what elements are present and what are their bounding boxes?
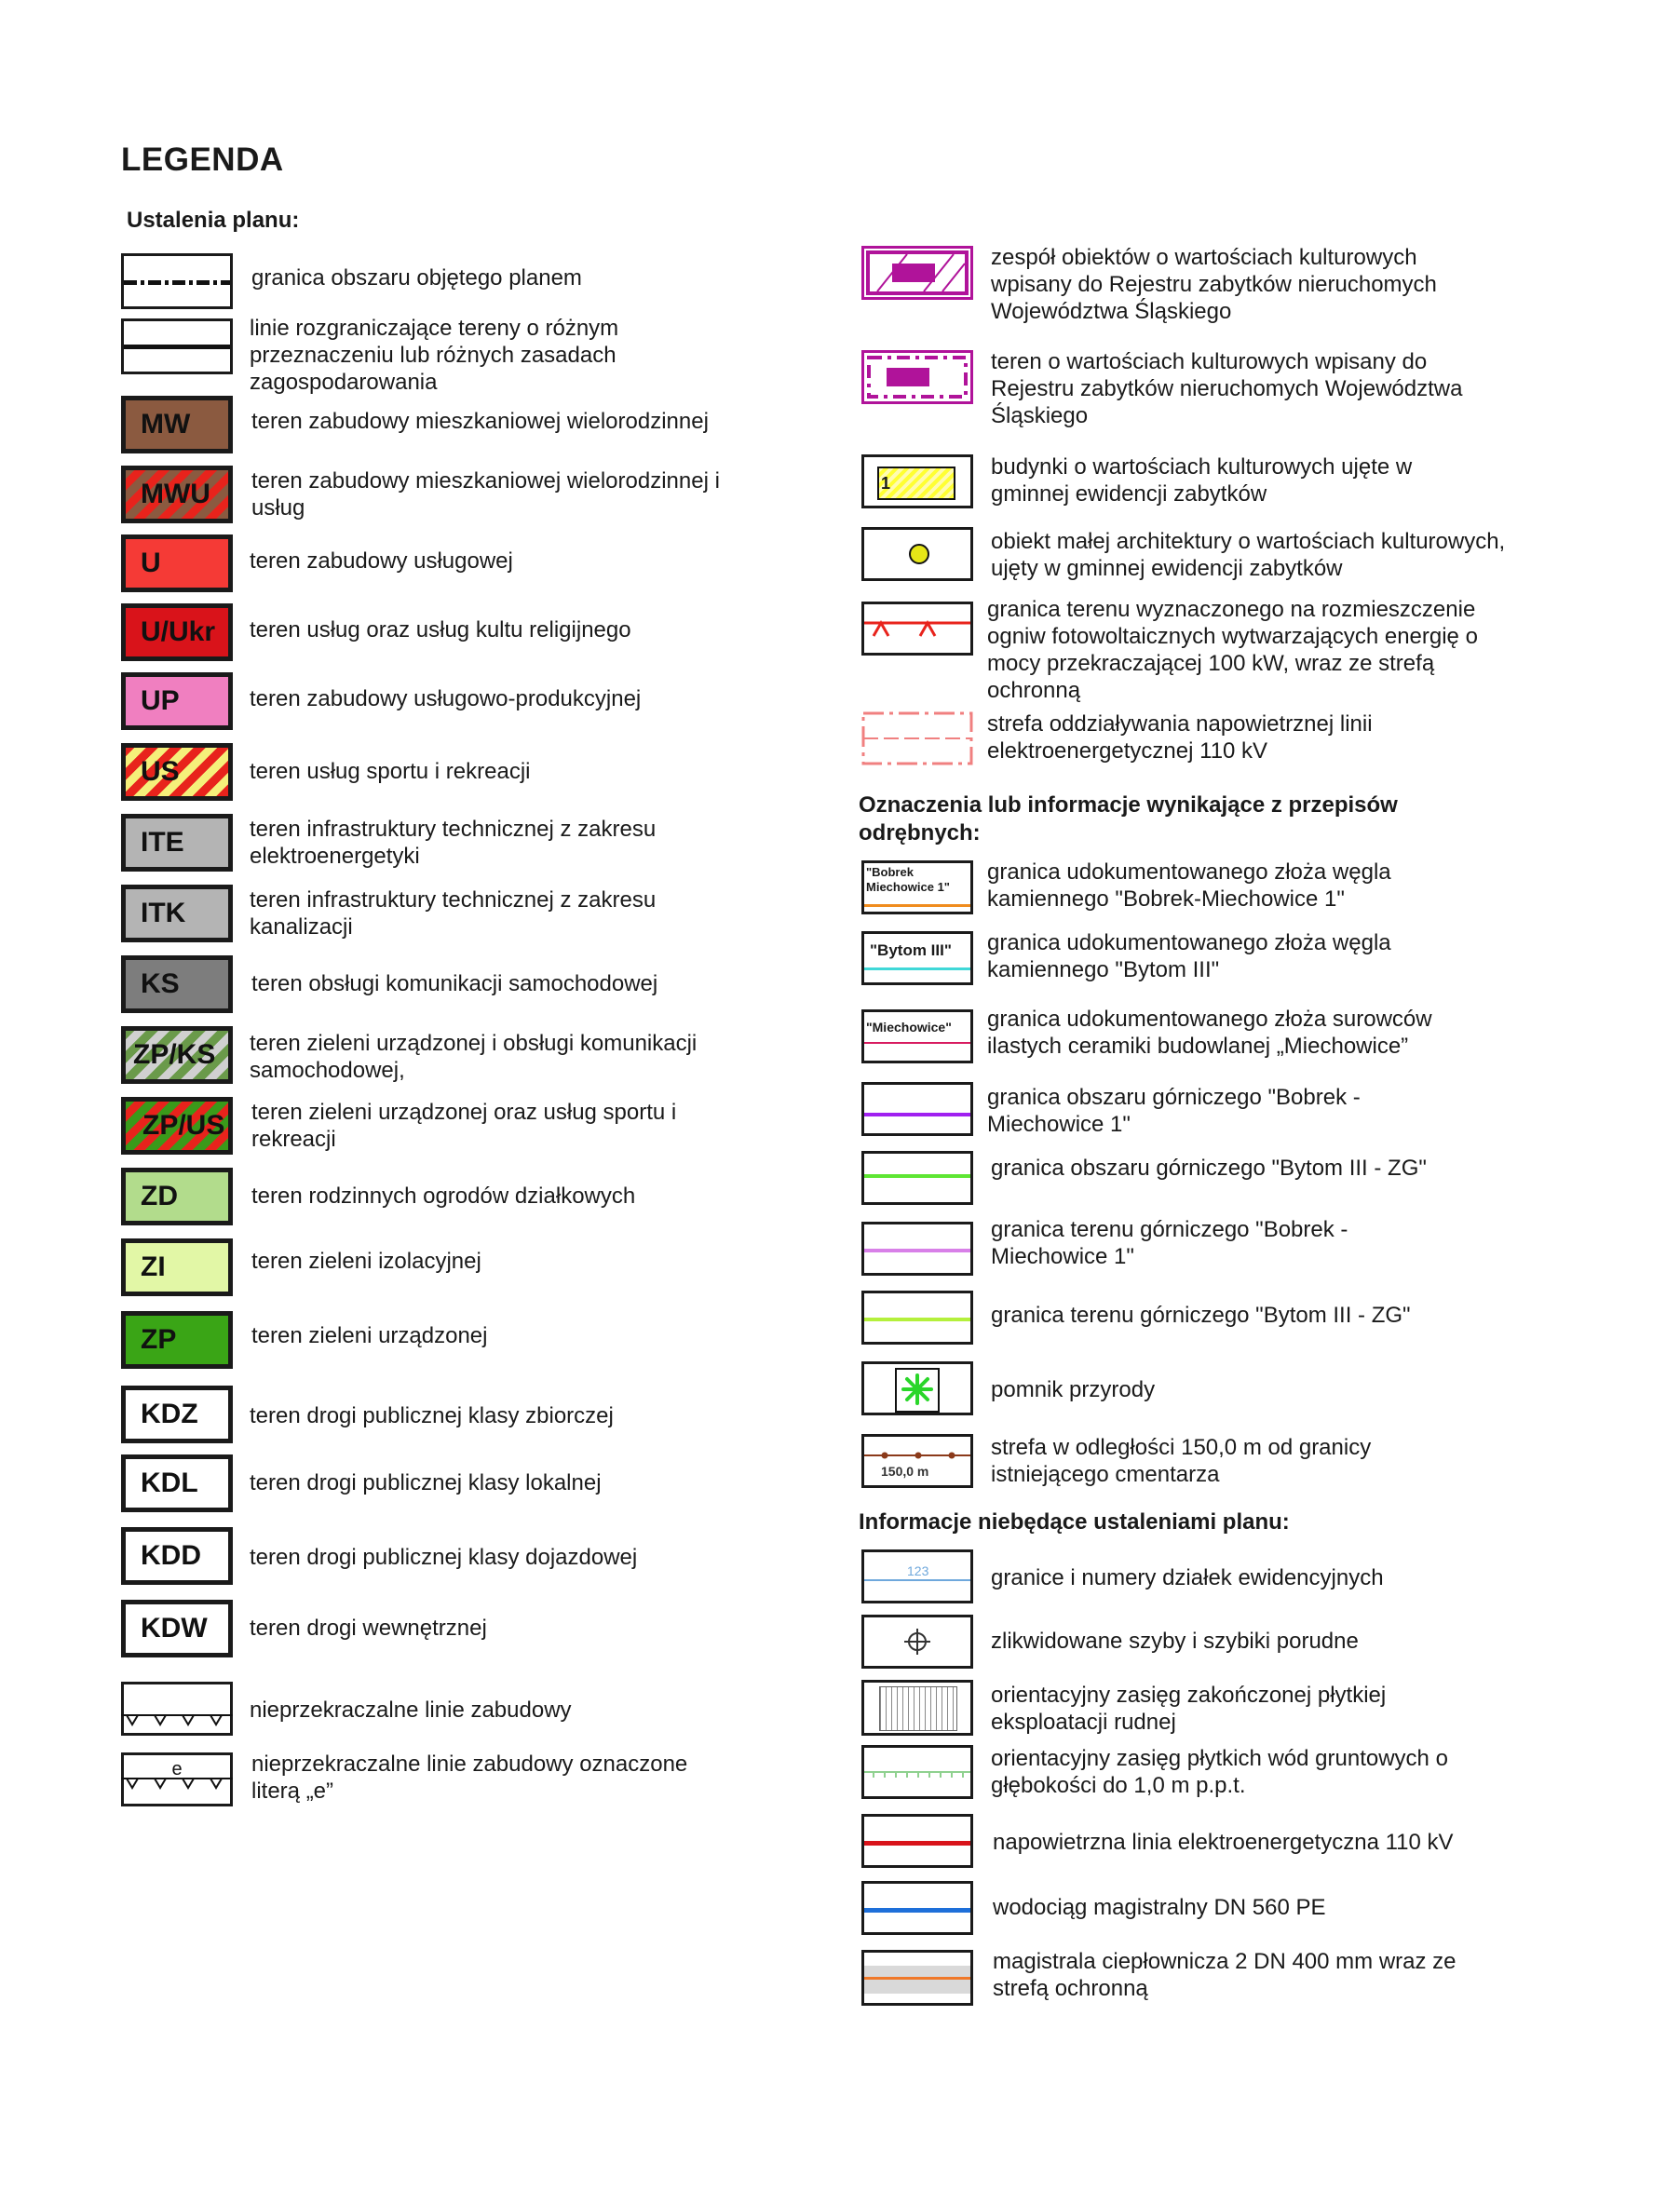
legend-right-7-desc: granica udokumentowanego złoża węgla kamiennego "Bytom III": [987, 930, 1391, 982]
legend-right-12-desc: granica terenu górniczego "Bytom III - ZG": [991, 1303, 1411, 1328]
clay-deposit-miechowice-symbol: [861, 1009, 973, 1063]
zone-zd-symbol: [121, 1168, 233, 1225]
mining-ground-bytom-symbol: [861, 1291, 973, 1345]
legend-left-3-desc: teren zabudowy mieszkaniowej wielorodzinnej i usług: [251, 468, 720, 521]
legend-right-3-desc: obiekt małej architektury o wartościach kulturowych, ujęty w gminnej ewidencji zabytków: [991, 529, 1506, 581]
zone-zi-symbol: [121, 1238, 233, 1296]
letter-e-label: e: [171, 1759, 183, 1779]
legend-left-21-desc: nieprzekraczalne linie zabudowy oznaczone literą „e”: [251, 1752, 688, 1804]
mining-area-bobrek-symbol: [861, 1082, 973, 1136]
legend-right-18-desc: orientacyjny zasięg płytkich wód gruntowych o głębokości do 1,0 m p.p.t.: [991, 1746, 1448, 1798]
legend-left-7-desc: teren usług sportu i rekreacji: [250, 759, 531, 784]
legend-left-19-desc: teren drogi wewnętrznej: [250, 1616, 487, 1641]
heritage-area-icon: [864, 353, 970, 401]
cemetery-zone-icon: [864, 1437, 970, 1485]
legend-left-10-desc: teren obsługi komunikacji samochodowej: [251, 971, 658, 996]
zone-code: MWU: [141, 479, 210, 509]
legend-right-21-desc: magistrala ciepłownicza 2 DN 400 mm wraz ze strefą ochronną: [993, 1949, 1456, 2001]
legend-right-0-desc: zespół obiektów o wartościach kulturowych wpisany do Rejestru zabytków nieruchomych Województwa Śląskiego: [991, 245, 1437, 324]
zone-up-symbol: [121, 672, 233, 730]
zone-zp-ks-symbol: [121, 1026, 233, 1084]
zone-code: ZD: [141, 1181, 178, 1211]
legend-left-6-desc: teren zabudowy usługowo-produkcyjnej: [250, 686, 642, 711]
zone-ks-symbol: [121, 955, 233, 1013]
groundwater-area-icon: [864, 1748, 970, 1796]
legend-right-2-desc: budynki o wartościach kulturowych ujęte w gminnej ewidencji zabytków: [991, 454, 1413, 507]
legend-right-1-desc: teren o wartościach kulturowych wpisany do Rejestru zabytków nieruchomych Województwa Śląskiego: [991, 349, 1463, 428]
heritage-complex-symbol: [861, 246, 973, 300]
dividing-line-symbol: [121, 318, 233, 374]
zone-code: UP: [141, 685, 180, 716]
plan-boundary-symbol: [121, 253, 233, 309]
cemetery-zone-symbol: [861, 1434, 973, 1488]
section-heading-oznaczenia: Oznaczenia lub informacje wynikające z przepisów odrębnych:: [859, 792, 1398, 845]
power-line-zone-icon: [861, 711, 973, 765]
legend-right-17-desc: orientacyjny zasięg zakończonej płytkiej eksploatacji rudnej: [991, 1683, 1387, 1735]
legend-left-15-desc: teren zieleni urządzonej: [251, 1323, 488, 1348]
deposit-label: "Bytom III": [870, 941, 952, 959]
water-main-symbol: [861, 1881, 973, 1935]
zone-code: ITE: [141, 827, 184, 858]
groundwater-area-symbol: [861, 1745, 973, 1799]
legend-left-0-desc: granica obszaru objętego planem: [251, 265, 582, 291]
legend-right-8-desc: granica udokumentowanego złoża surowców ilastych ceramiki budowlanej „Miechowice”: [987, 1007, 1432, 1059]
legend-right-4-desc: granica terenu wyznaczonego na rozmieszczenie ogniw fotowoltaicznych wytwarzających energię o mocy przekraczającej 100 kW, wraz ze strefą ochronną: [987, 597, 1478, 703]
parcel-number: 123: [907, 1563, 929, 1578]
mining-area-bytom-symbol: [861, 1151, 973, 1205]
ore-mining-area-symbol: [861, 1680, 973, 1736]
distance-label: 150,0 m: [881, 1464, 929, 1479]
zone-u-symbol: [121, 534, 233, 592]
deposit-label: "Miechowice": [866, 1020, 952, 1035]
parcel-boundary-symbol: [861, 1549, 973, 1603]
zone-code: KDL: [141, 1468, 198, 1498]
zone-itk-symbol: [121, 885, 233, 942]
road-kdd-symbol: [121, 1527, 233, 1585]
zone-code: MW: [141, 409, 191, 440]
coal-deposit-bobrek-symbol: [861, 860, 973, 914]
legend-left-12-desc: teren zieleni urządzonej oraz usług sportu i rekreacji: [251, 1100, 677, 1152]
deposit-label: "Bobrek Miechowice 1": [866, 865, 950, 894]
building-line-e-icon: [121, 1752, 233, 1806]
legend-left-4-desc: teren zabudowy usługowej: [250, 548, 513, 574]
legend-right-5-desc: strefa oddziaływania napowietrznej linii elektroenergetycznej 110 kV: [987, 711, 1373, 764]
legend-right-6-desc: granica udokumentowanego złoża węgla kamiennego "Bobrek-Miechowice 1": [987, 859, 1391, 912]
zone-code: ZP/US: [142, 1110, 225, 1141]
small-architecture-symbol: [861, 527, 973, 581]
zone-zp-symbol: [121, 1311, 233, 1369]
photovoltaic-boundary-symbol: [861, 602, 973, 656]
section-heading-informacje: Informacje niebędące ustaleniami planu:: [859, 1509, 1290, 1535]
legend-left-8-desc: teren infrastruktury technicznej z zakresu elektroenergetyki: [250, 817, 657, 869]
legend-title: LEGENDA: [121, 142, 284, 178]
legend-left-5-desc: teren usług oraz usług kultu religijnego: [250, 617, 631, 643]
legend-right-13-desc: pomnik przyrody: [991, 1377, 1156, 1402]
crosshair-icon: [864, 1617, 970, 1666]
mining-ground-bobrek-symbol: [861, 1222, 973, 1276]
legend-left-17-desc: teren drogi publicznej klasy lokalnej: [250, 1470, 602, 1495]
zone-mw-symbol: [121, 396, 233, 453]
legend-right-19-desc: napowietrzna linia elektroenergetyczna 110 kV: [993, 1830, 1454, 1855]
road-kdz-symbol: [121, 1386, 233, 1443]
heating-main-symbol: [861, 1950, 973, 2006]
legend-left-11-desc: teren zieleni urządzonej i obsługi komunikacji samochodowej,: [250, 1031, 698, 1083]
zone-u-ukr-symbol: [121, 603, 233, 661]
zone-code: ZP/KS: [133, 1039, 216, 1070]
zone-code: US: [141, 756, 180, 787]
building-number: 1: [881, 474, 891, 493]
zone-code: ITK: [141, 898, 186, 928]
legend-left-2-desc: teren zabudowy mieszkaniowej wielorodzinnej: [251, 409, 709, 434]
zone-zp-us-symbol: [121, 1097, 233, 1155]
legend-right-10-desc: granica obszaru górniczego "Bytom III - ZG": [991, 1156, 1427, 1181]
heritage-area-symbol: [861, 350, 973, 404]
legend-left-1-desc: linie rozgraniczające tereny o różnym przeznaczeniu lub różnych zasadach zagospodarowania: [250, 316, 619, 395]
legend-left-16-desc: teren drogi publicznej klasy zbiorczej: [250, 1403, 614, 1428]
power-line-110kv-symbol: [861, 1814, 973, 1868]
zone-code: ZP: [141, 1324, 177, 1355]
natural-monument-symbol: [861, 1361, 973, 1415]
zone-code: KDD: [141, 1540, 201, 1571]
legend-right-20-desc: wodociąg magistralny DN 560 PE: [993, 1895, 1326, 1920]
zone-us-symbol: [121, 743, 233, 801]
zone-code: ZI: [141, 1251, 166, 1282]
road-kdw-symbol: [121, 1600, 233, 1657]
legend-left-20-desc: nieprzekraczalne linie zabudowy: [250, 1698, 572, 1723]
mine-shaft-symbol: [861, 1615, 973, 1669]
zone-code: KS: [141, 968, 180, 999]
legend-right-9-desc: granica obszaru górniczego "Bobrek - Miechowice 1": [987, 1085, 1361, 1137]
zone-code: U/Ukr: [141, 616, 216, 647]
building-line-icon: [121, 1682, 233, 1736]
legend-right-16-desc: zlikwidowane szyby i szybiki porudne: [991, 1629, 1359, 1654]
zone-code: U: [141, 548, 161, 578]
power-line-zone-symbol: [861, 711, 973, 765]
zone-code: KDZ: [141, 1399, 198, 1429]
legend-left-18-desc: teren drogi publicznej klasy dojazdowej: [250, 1545, 638, 1570]
coal-deposit-bytom-symbol: [861, 931, 973, 985]
zone-code: KDW: [141, 1613, 208, 1644]
heritage-building-symbol: [861, 454, 973, 508]
legend-right-14-desc: strefa w odległości 150,0 m od granicy istniejącego cmentarza: [991, 1435, 1372, 1487]
photovoltaic-boundary-icon: [864, 604, 970, 653]
section-heading-ustalenia: Ustalenia planu:: [127, 208, 300, 233]
legend-left-14-desc: teren zieleni izolacyjnej: [251, 1249, 481, 1274]
natural-monument-icon: [864, 1364, 970, 1413]
small-architecture-icon: [909, 544, 929, 564]
legend-right-15-desc: granice i numery działek ewidencyjnych: [991, 1565, 1384, 1590]
zone-mwu-symbol: [121, 466, 233, 523]
zone-ite-symbol: [121, 814, 233, 872]
heritage-complex-icon: [864, 249, 970, 297]
legend-right-11-desc: granica terenu górniczego "Bobrek - Miechowice 1": [991, 1217, 1348, 1269]
legend-left-9-desc: teren infrastruktury technicznej z zakresu kanalizacji: [250, 887, 657, 940]
road-kdl-symbol: [121, 1454, 233, 1512]
legend-left-13-desc: teren rodzinnych ogrodów działkowych: [251, 1184, 636, 1209]
building-line-e-symbol: [121, 1752, 233, 1806]
building-line-symbol: [121, 1682, 233, 1736]
